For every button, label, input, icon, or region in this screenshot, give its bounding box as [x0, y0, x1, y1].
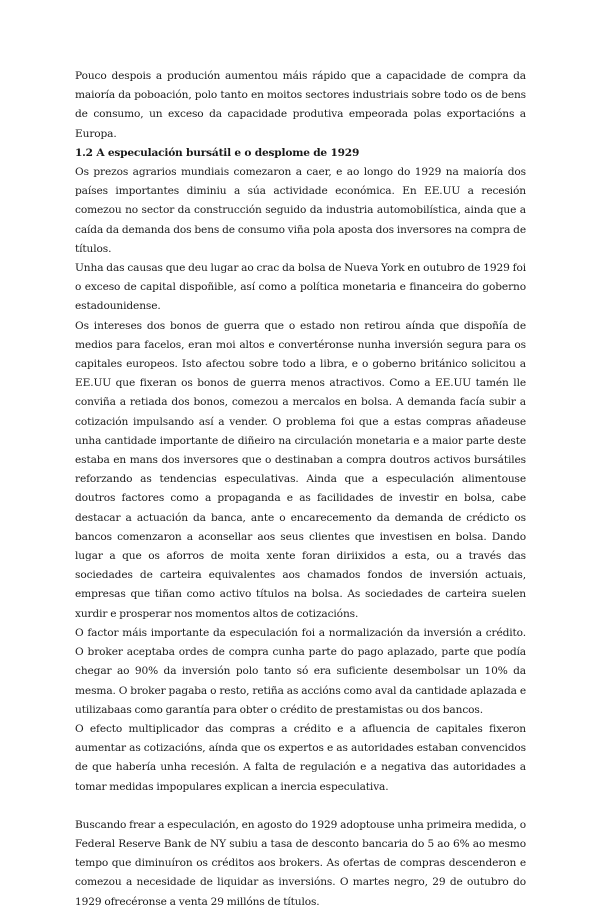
paragraph-intro: Pouco despois a produción aumentou máis rápido que a capacidade de compra da maioría da poboación, polo tanto en moitos sectores industriais sobre todo os de bens de consumo, un exceso da capacidade produtiva empeorada polas exportacións a Europa. [75, 70, 526, 140]
paragraph-credit: O factor máis importante da especulación foi a normalización da inversión a crédito. O broker aceptaba ordes de compra cunha parte do pago aplazado, parte que podía chegar ao 90% da inversión polo tanto só era suficiente desembolsar un 10% da mesma. O broker pagaba o resto, retiña as accións como aval da cantidade aplazada e utilizabaas como garantía para obter o crédito de prestamistas ou dos bancos. [75, 626, 526, 716]
section-heading: 1.2 A especulación bursátil e o desplome de 1929 [75, 146, 360, 159]
paragraph-causes: Unha das causas que deu lugar ao crac da bolsa de Nueva York en outubro de 1929 foi o exceso de capital dispoñible, así como a política monetaria e financeira do goberno estadounidense. [75, 262, 526, 313]
paragraph-war-bonds: Os intereses dos bonos de guerra que o estado non retirou aínda que dispoñía de medios para facelos, eran moi altos e convertéronse nunha inversión segura para os capitales europeos. Isto afectou sobre todo a libra, e o goberno británico solicitou a EE.UU que fixeran os bonos de guerra menos atractivos. Como a EE.UU tamén lle conviña a retiada dos bonos, comezou a mercalos en bolsa. A demanda facía subir a cotización impulsando así a vender. O problema foi que a estas compras añadeuse unha cantidade importante de diñeiro na circulación monetaria e a maior parte deste estaba en mans dos inversores que o destinaban a compra doutros activos bursátiles reforzando as tendencias especulativas. Ainda que a especulación alimentouse doutros factores como a propaganda e as facilidades de investir en bolsa, cabe destacar a actuación da banca, ante o encarecemento da demanda de crédicto os bancos comenzaron a aconsellar aos seus clientes que investisen en bolsa. Dando lugar a que os aforros de moita xente foran diriixidos a esta, ou a través das sociedades de carteira equivalentes aos chamados fondos de inversión actuais, empresas que tiñan como activo títulos na bolsa. As sociedades de carteira suelen xurdir e prosperar nos momentos altos de cotizacións. [75, 319, 526, 620]
paragraph-prices: Os prezos agrarios mundiais comezaron a caer, e ao longo do 1929 na maioría dos países importantes diminiu a súa actividade económica. En EE.UU a recesión comezou no sector da construcción seguido da industria automobilística, ainda que a caída da demanda dos bens de consumo viña pola aposta dos inversores na compra de títulos. [75, 166, 526, 255]
paragraph-multiplier: O efecto multiplicador das compras a crédito e a afluencia de capitales fixeron aumentar as cotizacións, aínda que os expertos e as autoridades estaban convencidos de que habería unha recesión. A falta de regulación e a negativa das autoridades a tomar medidas impopulares explican a inercia especulativa. [75, 722, 526, 793]
document-page [75, 67, 526, 912]
paragraph-closing: Buscando frear a especulación, en agosto do 1929 adoptouse unha primeira medida, o Federal Reserve Bank de NY subiu a tasa de desconto bancaria do 5 ao 6% ao mesmo tempo que diminuíron os créditos aos brokers. As ofertas de compras descenderon e comezou a necesidade de liquidar as inversións. O martes negro, 29 de outubro do 1929 ofrecéronse a venta 29 millóns de títulos. [75, 818, 526, 908]
